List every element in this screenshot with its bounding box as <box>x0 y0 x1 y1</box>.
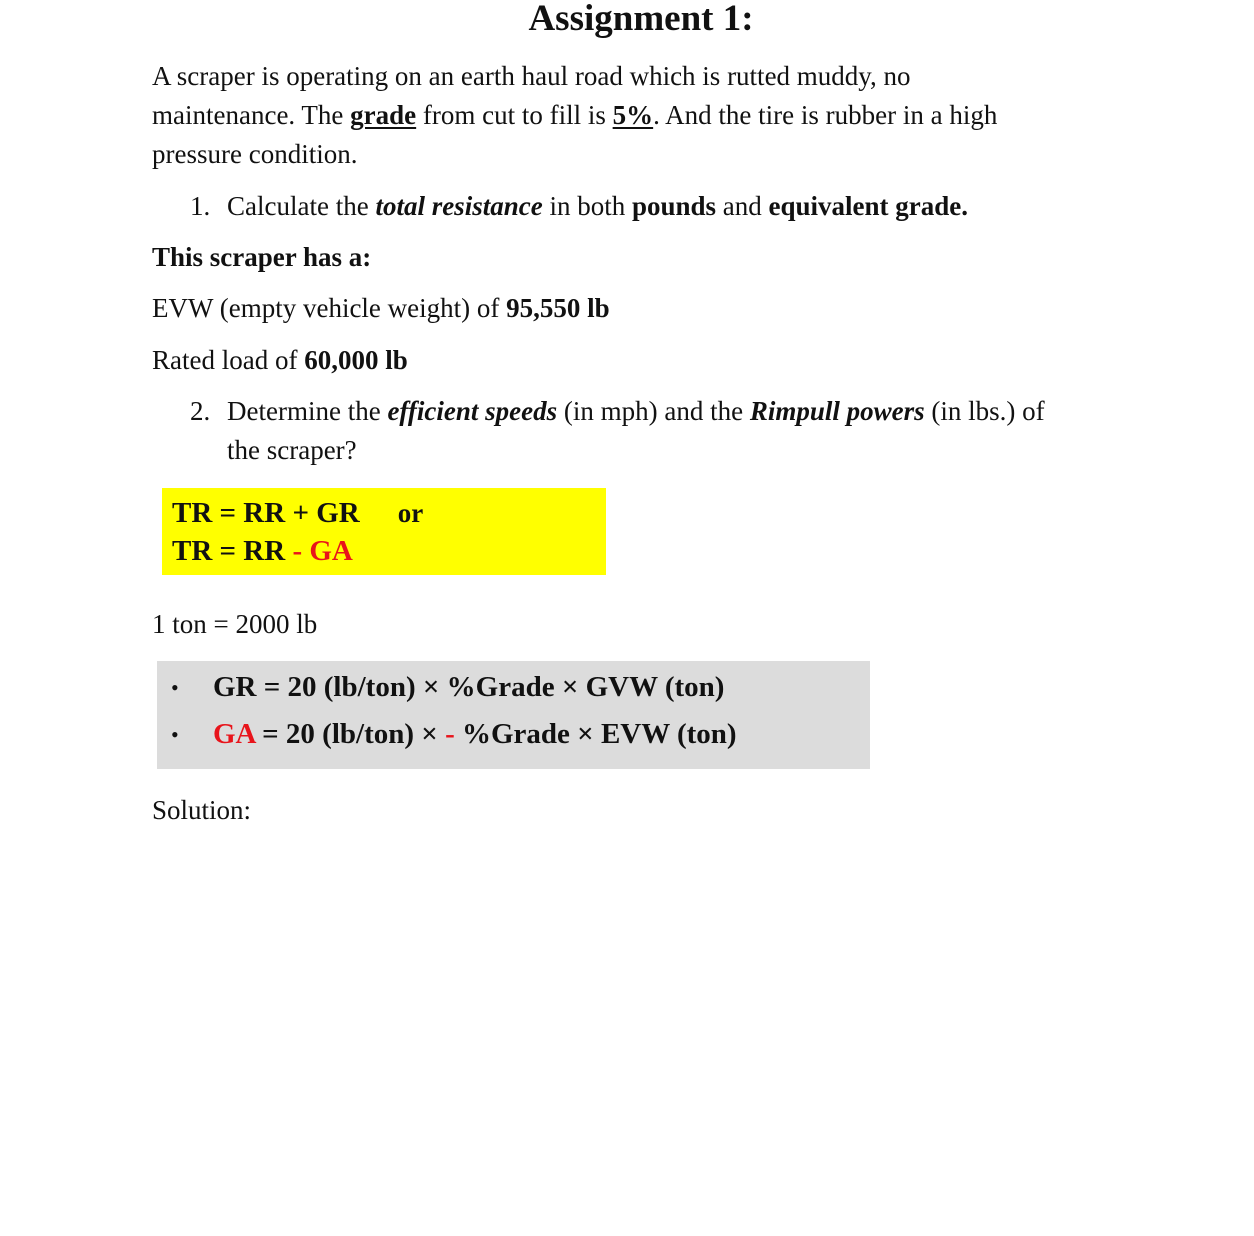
bullet-icon: • <box>171 675 179 700</box>
intro-text: . And the tire is rubber in a high <box>653 100 998 130</box>
question-text: (in mph) and the <box>557 396 750 426</box>
intro-text: pressure condition. <box>152 139 358 169</box>
evw-label: EVW (empty vehicle weight) of <box>152 293 507 323</box>
rated-load-line <box>152 341 408 380</box>
rated-load-label: Rated load of <box>152 345 305 375</box>
ga-formula <box>213 714 737 754</box>
question-emphasis: efficient speeds <box>387 396 558 426</box>
question-text: Determine the <box>227 396 388 426</box>
question-text: Calculate the <box>227 191 376 221</box>
formula-line-1 <box>172 495 423 531</box>
or-word: or <box>397 498 424 528</box>
formula-list-box <box>157 661 870 769</box>
ga-term: - GA <box>292 535 353 567</box>
grade-value: 5% <box>612 100 654 130</box>
gr-formula: GR = 20 (lb/ton) × %Grade × GVW (ton) <box>213 671 725 703</box>
conversion-note: 1 ton = 2000 lb <box>152 609 318 639</box>
evw-line <box>152 289 610 328</box>
question-text: in both <box>542 191 632 221</box>
question-text: in lbs.) of <box>940 396 1045 426</box>
question-1 <box>190 187 968 226</box>
intro-line-1 <box>152 57 911 96</box>
ga-formula-text: %Grade × EVW (ton) <box>454 718 737 750</box>
page-title: Assignment 1: <box>528 0 754 39</box>
formula-line-2 <box>172 533 353 569</box>
question-number: 2. <box>190 396 211 426</box>
question-2 <box>190 392 1045 431</box>
question-emphasis: pounds <box>631 191 717 221</box>
question-emphasis: equivalent grade. <box>768 191 969 221</box>
bullet-icon: • <box>171 722 179 747</box>
question-text: ( <box>924 396 941 426</box>
ga-formula-text: = 20 (lb/ton) × <box>254 718 446 750</box>
ga-label: GA <box>213 718 255 750</box>
tr-formula-2: TR = RR <box>172 535 293 567</box>
scraper-heading: This scraper has a: <box>152 242 372 272</box>
intro-line-2 <box>152 96 997 135</box>
intro-line-3 <box>152 135 357 174</box>
grade-word: grade <box>350 100 417 130</box>
question-number: 1. <box>190 191 211 221</box>
intro-text: maintenance. The <box>152 100 351 130</box>
rated-load-value: 60,000 lb <box>304 345 408 375</box>
tr-formula-1: TR = RR + GR <box>172 497 360 529</box>
question-text: and <box>716 191 769 221</box>
question-2-line-2: the scraper? <box>227 435 357 465</box>
intro-text: from cut to fill is <box>416 100 613 130</box>
evw-value: 95,550 lb <box>506 293 610 323</box>
question-emphasis: total resistance <box>375 191 543 221</box>
ga-minus-sign: - <box>445 718 455 750</box>
question-emphasis: Rimpull powers <box>749 396 925 426</box>
formula-highlight-box <box>162 488 606 575</box>
solution-label: Solution: <box>152 795 252 825</box>
intro-text: A scraper is operating on an earth haul road which is rutted muddy, no <box>152 61 911 91</box>
